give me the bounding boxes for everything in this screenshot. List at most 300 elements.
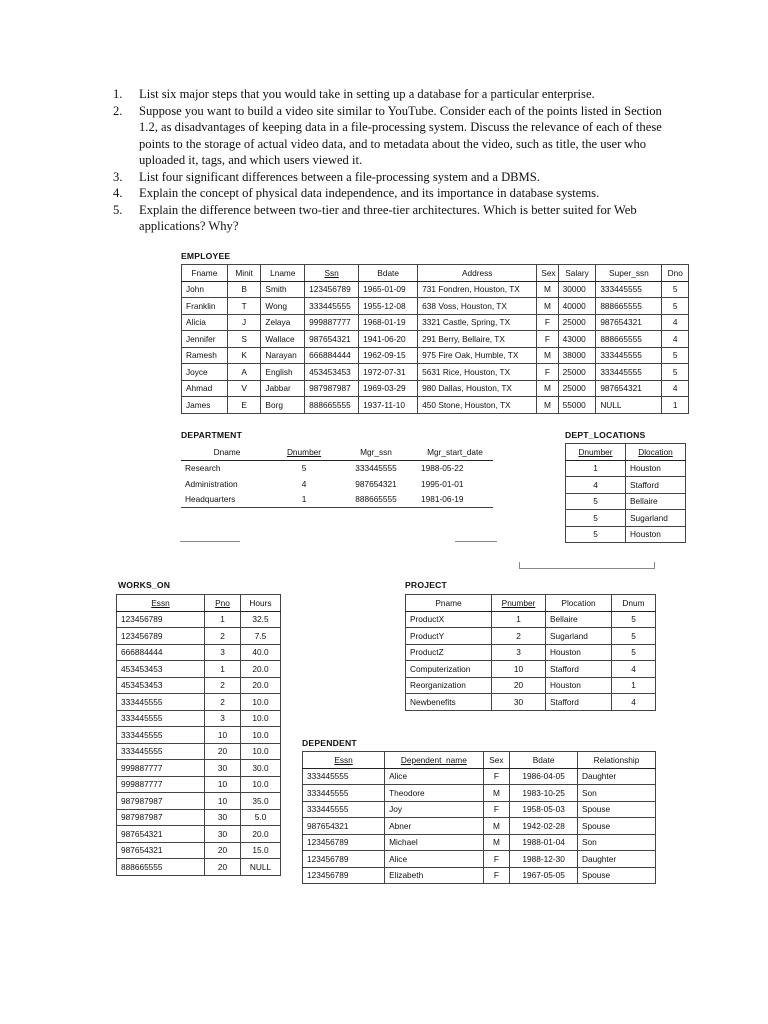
table-row [117, 760, 281, 777]
table-cell: Houston [626, 460, 686, 477]
table-cell: Michael [385, 834, 484, 851]
table-cell: M [537, 347, 558, 364]
column-header: Essn [303, 752, 385, 769]
table-cell: 4 [612, 694, 656, 711]
table-cell: 1965-01-09 [359, 281, 418, 298]
table-cell: F [537, 314, 558, 331]
table-row [117, 859, 281, 876]
table-cell: 123456789 [117, 628, 205, 645]
table-cell: Administration [185, 478, 238, 489]
table-cell: 638 Voss, Houston, TX [418, 298, 537, 315]
table-cell: 987987987 [305, 380, 359, 397]
question-text: Explain the concept of physical data independence, and its importance in database systems. [139, 186, 600, 200]
column-header: Sex [537, 265, 558, 282]
table-cell: 3 [492, 644, 546, 661]
table-row [182, 298, 689, 315]
table-row [566, 510, 686, 527]
table-row [181, 460, 493, 476]
table-cell: 1968-01-19 [359, 314, 418, 331]
column-header: Minit [227, 265, 261, 282]
table-cell: 1 [492, 611, 546, 628]
table-cell: 5 [612, 628, 656, 645]
table-cell: 2 [205, 677, 241, 694]
table-header-row [117, 595, 281, 612]
table-cell: Jennifer [182, 331, 228, 348]
table-cell: Theodore [385, 785, 484, 802]
table-cell: S [227, 331, 261, 348]
table-row [566, 493, 686, 510]
department-title: DEPARTMENT [181, 430, 243, 440]
question-item [113, 202, 683, 235]
table-cell: NULL [241, 859, 281, 876]
table-cell: 20 [205, 859, 241, 876]
table-cell: F [483, 851, 510, 868]
table-cell: 1 [566, 460, 626, 477]
table-cell: Ahmad [182, 380, 228, 397]
table-row [117, 710, 281, 727]
question-number: 2. [113, 103, 123, 118]
table-row [117, 826, 281, 843]
table-row [117, 611, 281, 628]
table-cell: 40000 [558, 298, 596, 315]
table-cell: 10.0 [241, 710, 281, 727]
table-cell: 30 [205, 760, 241, 777]
table-cell: 25000 [558, 380, 596, 397]
table-cell: 333445555 [117, 727, 205, 744]
table-cell: 20.0 [241, 826, 281, 843]
table-row [566, 526, 686, 543]
table-cell: 987654321 [305, 331, 359, 348]
table-cell: 20 [205, 743, 241, 760]
table-cell: Newbenefits [406, 694, 492, 711]
table-cell: 1962-09-15 [359, 347, 418, 364]
table-cell: 4 [301, 478, 307, 489]
table-cell: 20.0 [241, 677, 281, 694]
column-header: Lname [261, 265, 305, 282]
table-cell: B [227, 281, 261, 298]
table-row [406, 694, 656, 711]
table-row [566, 460, 686, 477]
table-cell: F [537, 364, 558, 381]
question-number: 5. [113, 202, 123, 217]
table-cell: 333445555 [117, 710, 205, 727]
table-row [566, 477, 686, 494]
table-cell: 10 [205, 776, 241, 793]
table-cell: Sugarland [626, 510, 686, 527]
table-cell: Computerization [406, 661, 492, 678]
table-row [303, 818, 656, 835]
column-header: Bdate [510, 752, 578, 769]
table-cell: James [182, 397, 228, 414]
table-cell: Bellaire [626, 493, 686, 510]
table-row [303, 785, 656, 802]
table-row [181, 476, 493, 492]
column-header: Pno [205, 595, 241, 612]
table-row [181, 492, 493, 508]
table-cell: 1986-04-05 [510, 768, 578, 785]
table-row [182, 314, 689, 331]
table-cell: Zelaya [261, 314, 305, 331]
table-row [406, 611, 656, 628]
table-cell: M [483, 785, 510, 802]
question-number: 1. [113, 87, 123, 101]
dependent-title: DEPENDENT [302, 738, 357, 748]
column-header: Mgr_ssn [335, 444, 417, 460]
table-cell: 333445555 [303, 768, 385, 785]
table-cell: 1 [662, 397, 689, 414]
table-cell: Daughter [577, 851, 655, 868]
table-cell: 888665555 [335, 492, 417, 508]
scan-artifact [519, 562, 520, 569]
table-row [182, 380, 689, 397]
column-header: Hours [241, 595, 281, 612]
table-cell: 1983-10-25 [510, 785, 578, 802]
column-header: Dependent_name [385, 752, 484, 769]
table-cell: 5 [662, 364, 689, 381]
question-number: 4. [113, 186, 123, 200]
table-cell: NULL [596, 397, 662, 414]
table-row [406, 677, 656, 694]
column-header: Dname [181, 444, 273, 460]
table-cell: 453453453 [305, 364, 359, 381]
table-cell: 2 [205, 694, 241, 711]
table-cell: Research [185, 463, 221, 474]
table-cell: 333445555 [596, 347, 662, 364]
table-cell: M [537, 380, 558, 397]
table-row [406, 628, 656, 645]
table-row [303, 834, 656, 851]
table-cell: Joyce [182, 364, 228, 381]
table-cell: 5 [612, 644, 656, 661]
table-row [303, 851, 656, 868]
question-text: Explain the difference between two-tier and three-tier architectures. Which is better suited for Web applications? Why? [139, 202, 637, 233]
column-header: Address [418, 265, 537, 282]
table-cell: 888665555 [305, 397, 359, 414]
table-cell: 30 [205, 826, 241, 843]
table-cell: Alicia [182, 314, 228, 331]
question-text: List six major steps that you would take in setting up a database for a particular enterprise. [139, 87, 595, 101]
table-cell: 987654321 [355, 478, 397, 489]
table-cell: 2 [205, 628, 241, 645]
table-cell: English [261, 364, 305, 381]
table-cell: 450 Stone, Houston, TX [418, 397, 537, 414]
works-on-title: WORKS_ON [118, 580, 171, 590]
table-cell: 1 [205, 611, 241, 628]
table-cell: 20.0 [241, 661, 281, 678]
table-cell: Stafford [546, 694, 612, 711]
table-cell: Alice [385, 851, 484, 868]
table-cell: 10.0 [241, 694, 281, 711]
table-cell: 1988-01-04 [510, 834, 578, 851]
table-cell: 1981-06-19 [417, 492, 493, 508]
table-cell: 999887777 [305, 314, 359, 331]
table-cell: 20 [492, 677, 546, 694]
table-row [117, 644, 281, 661]
table-cell: 987654321 [303, 818, 385, 835]
question-item [113, 169, 683, 186]
table-cell: 1 [273, 492, 335, 508]
department-table [181, 444, 493, 508]
table-cell: 1 [205, 661, 241, 678]
table-cell: 32.5 [241, 611, 281, 628]
table-cell: Abner [385, 818, 484, 835]
column-header: Sex [483, 752, 510, 769]
table-cell: Franklin [182, 298, 228, 315]
table-row [182, 331, 689, 348]
table-cell: 731 Fondren, Houston, TX [418, 281, 537, 298]
column-header: Relationship [577, 752, 655, 769]
table-cell: 975 Fire Oak, Humble, TX [418, 347, 537, 364]
table-cell: 3 [205, 710, 241, 727]
table-cell: 7.5 [241, 628, 281, 645]
table-cell: Headquarters [181, 492, 273, 508]
table-row [182, 347, 689, 364]
table-cell: 888665555 [596, 298, 662, 315]
table-cell: Borg [261, 397, 305, 414]
table-cell: Narayan [261, 347, 305, 364]
table-cell: 123456789 [303, 851, 385, 868]
table-cell: 30 [205, 809, 241, 826]
table-cell: Joy [385, 801, 484, 818]
table-cell: 453453453 [117, 661, 205, 678]
table-header-row [406, 595, 656, 612]
table-cell: 980 Dallas, Houston, TX [418, 380, 537, 397]
table-row [117, 809, 281, 826]
table-cell: Son [577, 785, 655, 802]
table-cell: 4 [566, 477, 626, 494]
table-cell: Stafford [626, 477, 686, 494]
table-cell: 5 [301, 463, 307, 474]
table-cell: M [483, 834, 510, 851]
table-cell: 888665555 [117, 859, 205, 876]
table-cell: 1 [612, 677, 656, 694]
table-cell: Wong [261, 298, 305, 315]
table-cell: E [227, 397, 261, 414]
table-row [406, 644, 656, 661]
table-row [303, 867, 656, 884]
table-cell: 1995-01-01 [421, 478, 464, 489]
table-cell: ProductX [406, 611, 492, 628]
table-cell: F [483, 801, 510, 818]
table-cell: 1969-03-29 [359, 380, 418, 397]
works-on-table [116, 594, 281, 876]
employee-table [181, 264, 689, 414]
column-header: Plocation [546, 595, 612, 612]
table-cell: 10 [205, 727, 241, 744]
table-cell: 30000 [558, 281, 596, 298]
table-cell: 2 [492, 628, 546, 645]
table-row [117, 743, 281, 760]
column-header: Fname [182, 265, 228, 282]
table-cell: 1988-05-22 [421, 463, 464, 474]
table-row [117, 727, 281, 744]
table-cell: 453453453 [117, 677, 205, 694]
column-header: Pname [406, 595, 492, 612]
table-cell: 3321 Castle, Spring, TX [418, 314, 537, 331]
column-header: Pnumber [492, 595, 546, 612]
scan-artifact [180, 541, 240, 542]
project-title: PROJECT [405, 580, 447, 590]
table-cell: 123456789 [303, 867, 385, 884]
table-cell: 333445555 [596, 364, 662, 381]
table-cell: 10.0 [241, 727, 281, 744]
table-cell: 1937-11-10 [359, 397, 418, 414]
table-cell: 5 [566, 510, 626, 527]
table-cell: 888665555 [596, 331, 662, 348]
table-cell: 5 [566, 493, 626, 510]
table-cell: J [227, 314, 261, 331]
table-cell: F [537, 331, 558, 348]
column-header: Bdate [359, 265, 418, 282]
question-number: 3. [113, 169, 123, 184]
column-header: Essn [117, 595, 205, 612]
table-cell: 4 [612, 661, 656, 678]
question-item [113, 86, 683, 103]
table-cell: Alice [385, 768, 484, 785]
table-cell: 666884444 [305, 347, 359, 364]
table-cell: 4 [662, 331, 689, 348]
table-cell: 5.0 [241, 809, 281, 826]
table-cell: 333445555 [305, 298, 359, 315]
dependent-table [302, 751, 656, 884]
column-header: Mgr_start_date [417, 444, 493, 460]
table-cell: 987987987 [117, 809, 205, 826]
table-cell: 333445555 [355, 463, 397, 474]
table-cell: 333445555 [596, 281, 662, 298]
table-cell: 987654321 [596, 314, 662, 331]
table-cell: Houston [546, 677, 612, 694]
table-cell: M [537, 397, 558, 414]
column-header: Dno [662, 265, 689, 282]
table-cell: ProductZ [406, 644, 492, 661]
table-row [117, 661, 281, 678]
table-cell: Stafford [546, 661, 612, 678]
table-cell: Daughter [577, 768, 655, 785]
table-cell: Spouse [577, 818, 655, 835]
table-cell: 5 [566, 526, 626, 543]
project-table [405, 594, 656, 711]
table-cell: K [227, 347, 261, 364]
table-cell: 43000 [558, 331, 596, 348]
table-cell: 25000 [558, 364, 596, 381]
table-cell: 999887777 [117, 776, 205, 793]
table-cell: 5 [612, 611, 656, 628]
table-cell: F [483, 867, 510, 884]
table-cell: 5 [662, 281, 689, 298]
table-cell: 987654321 [117, 842, 205, 859]
table-cell: 333445555 [117, 694, 205, 711]
table-row [117, 677, 281, 694]
table-cell: 4 [662, 314, 689, 331]
table-header-row [303, 752, 656, 769]
table-cell: 333445555 [303, 801, 385, 818]
table-cell: 291 Berry, Bellaire, TX [418, 331, 537, 348]
table-cell: 25000 [558, 314, 596, 331]
table-cell: Spouse [577, 801, 655, 818]
question-text: Suppose you want to build a video site similar to YouTube. Consider each of the points listed in Section 1.2, as disadvantages of keeping data in a file-processing system. Discuss the relevance of each of these points to the storage of actual video data, and to metadata about the video, such as title, the user who uploaded it, tags, and which users viewed it. [139, 103, 662, 167]
table-row [117, 694, 281, 711]
table-cell: F [483, 768, 510, 785]
table-cell: V [227, 380, 261, 397]
table-cell: M [537, 281, 558, 298]
table-cell: 10.0 [241, 776, 281, 793]
column-header: Dnum [612, 595, 656, 612]
table-cell: 1941-06-20 [359, 331, 418, 348]
table-cell: 987987987 [117, 793, 205, 810]
table-cell: 40.0 [241, 644, 281, 661]
table-cell: 20 [205, 842, 241, 859]
scan-artifact [455, 541, 497, 542]
table-cell: M [483, 818, 510, 835]
table-row [117, 776, 281, 793]
table-row [182, 364, 689, 381]
table-cell: A [227, 364, 261, 381]
table-cell: Smith [261, 281, 305, 298]
table-cell: 987654321 [596, 380, 662, 397]
question-item [113, 103, 683, 169]
table-header-row [181, 444, 493, 460]
table-cell: 123456789 [305, 281, 359, 298]
table-cell: 333445555 [303, 785, 385, 802]
question-list [113, 86, 683, 235]
dept-locations-title: DEPT_LOCATIONS [565, 430, 646, 440]
table-cell: 10.0 [241, 743, 281, 760]
column-header: Salary [558, 265, 596, 282]
table-cell: 35.0 [241, 793, 281, 810]
table-cell: Jabbar [261, 380, 305, 397]
table-row [406, 661, 656, 678]
table-row [303, 768, 656, 785]
table-cell: Elizabeth [385, 867, 484, 884]
table-header-row [566, 444, 686, 461]
scan-artifact [519, 568, 655, 569]
table-cell: 987654321 [117, 826, 205, 843]
table-cell: Ramesh [182, 347, 228, 364]
table-cell: Bellaire [546, 611, 612, 628]
table-row [117, 628, 281, 645]
table-cell: Reorganization [406, 677, 492, 694]
table-cell: Houston [626, 526, 686, 543]
table-row [182, 397, 689, 414]
table-cell: 666884444 [117, 644, 205, 661]
scan-artifact [654, 562, 655, 569]
question-text: List four significant differences between a file-processing system and a DBMS. [139, 169, 540, 184]
table-cell: Houston [546, 644, 612, 661]
table-cell: 10 [205, 793, 241, 810]
dept-locations-table [565, 443, 686, 543]
column-header: Ssn [305, 265, 359, 282]
column-header: Dnumber [566, 444, 626, 461]
table-row [117, 793, 281, 810]
column-header: Dnumber [273, 444, 335, 460]
table-cell: 30.0 [241, 760, 281, 777]
question-item [113, 185, 683, 202]
table-cell: 55000 [558, 397, 596, 414]
table-cell: ProductY [406, 628, 492, 645]
table-cell: 333445555 [117, 743, 205, 760]
table-cell: 30 [492, 694, 546, 711]
table-cell: 3 [205, 644, 241, 661]
table-cell: T [227, 298, 261, 315]
table-cell: 1972-07-31 [359, 364, 418, 381]
table-cell: M [537, 298, 558, 315]
table-cell: 123456789 [117, 611, 205, 628]
table-cell: 1942-02-28 [510, 818, 578, 835]
table-row [303, 801, 656, 818]
table-row [182, 281, 689, 298]
table-cell: Spouse [577, 867, 655, 884]
table-row [117, 842, 281, 859]
